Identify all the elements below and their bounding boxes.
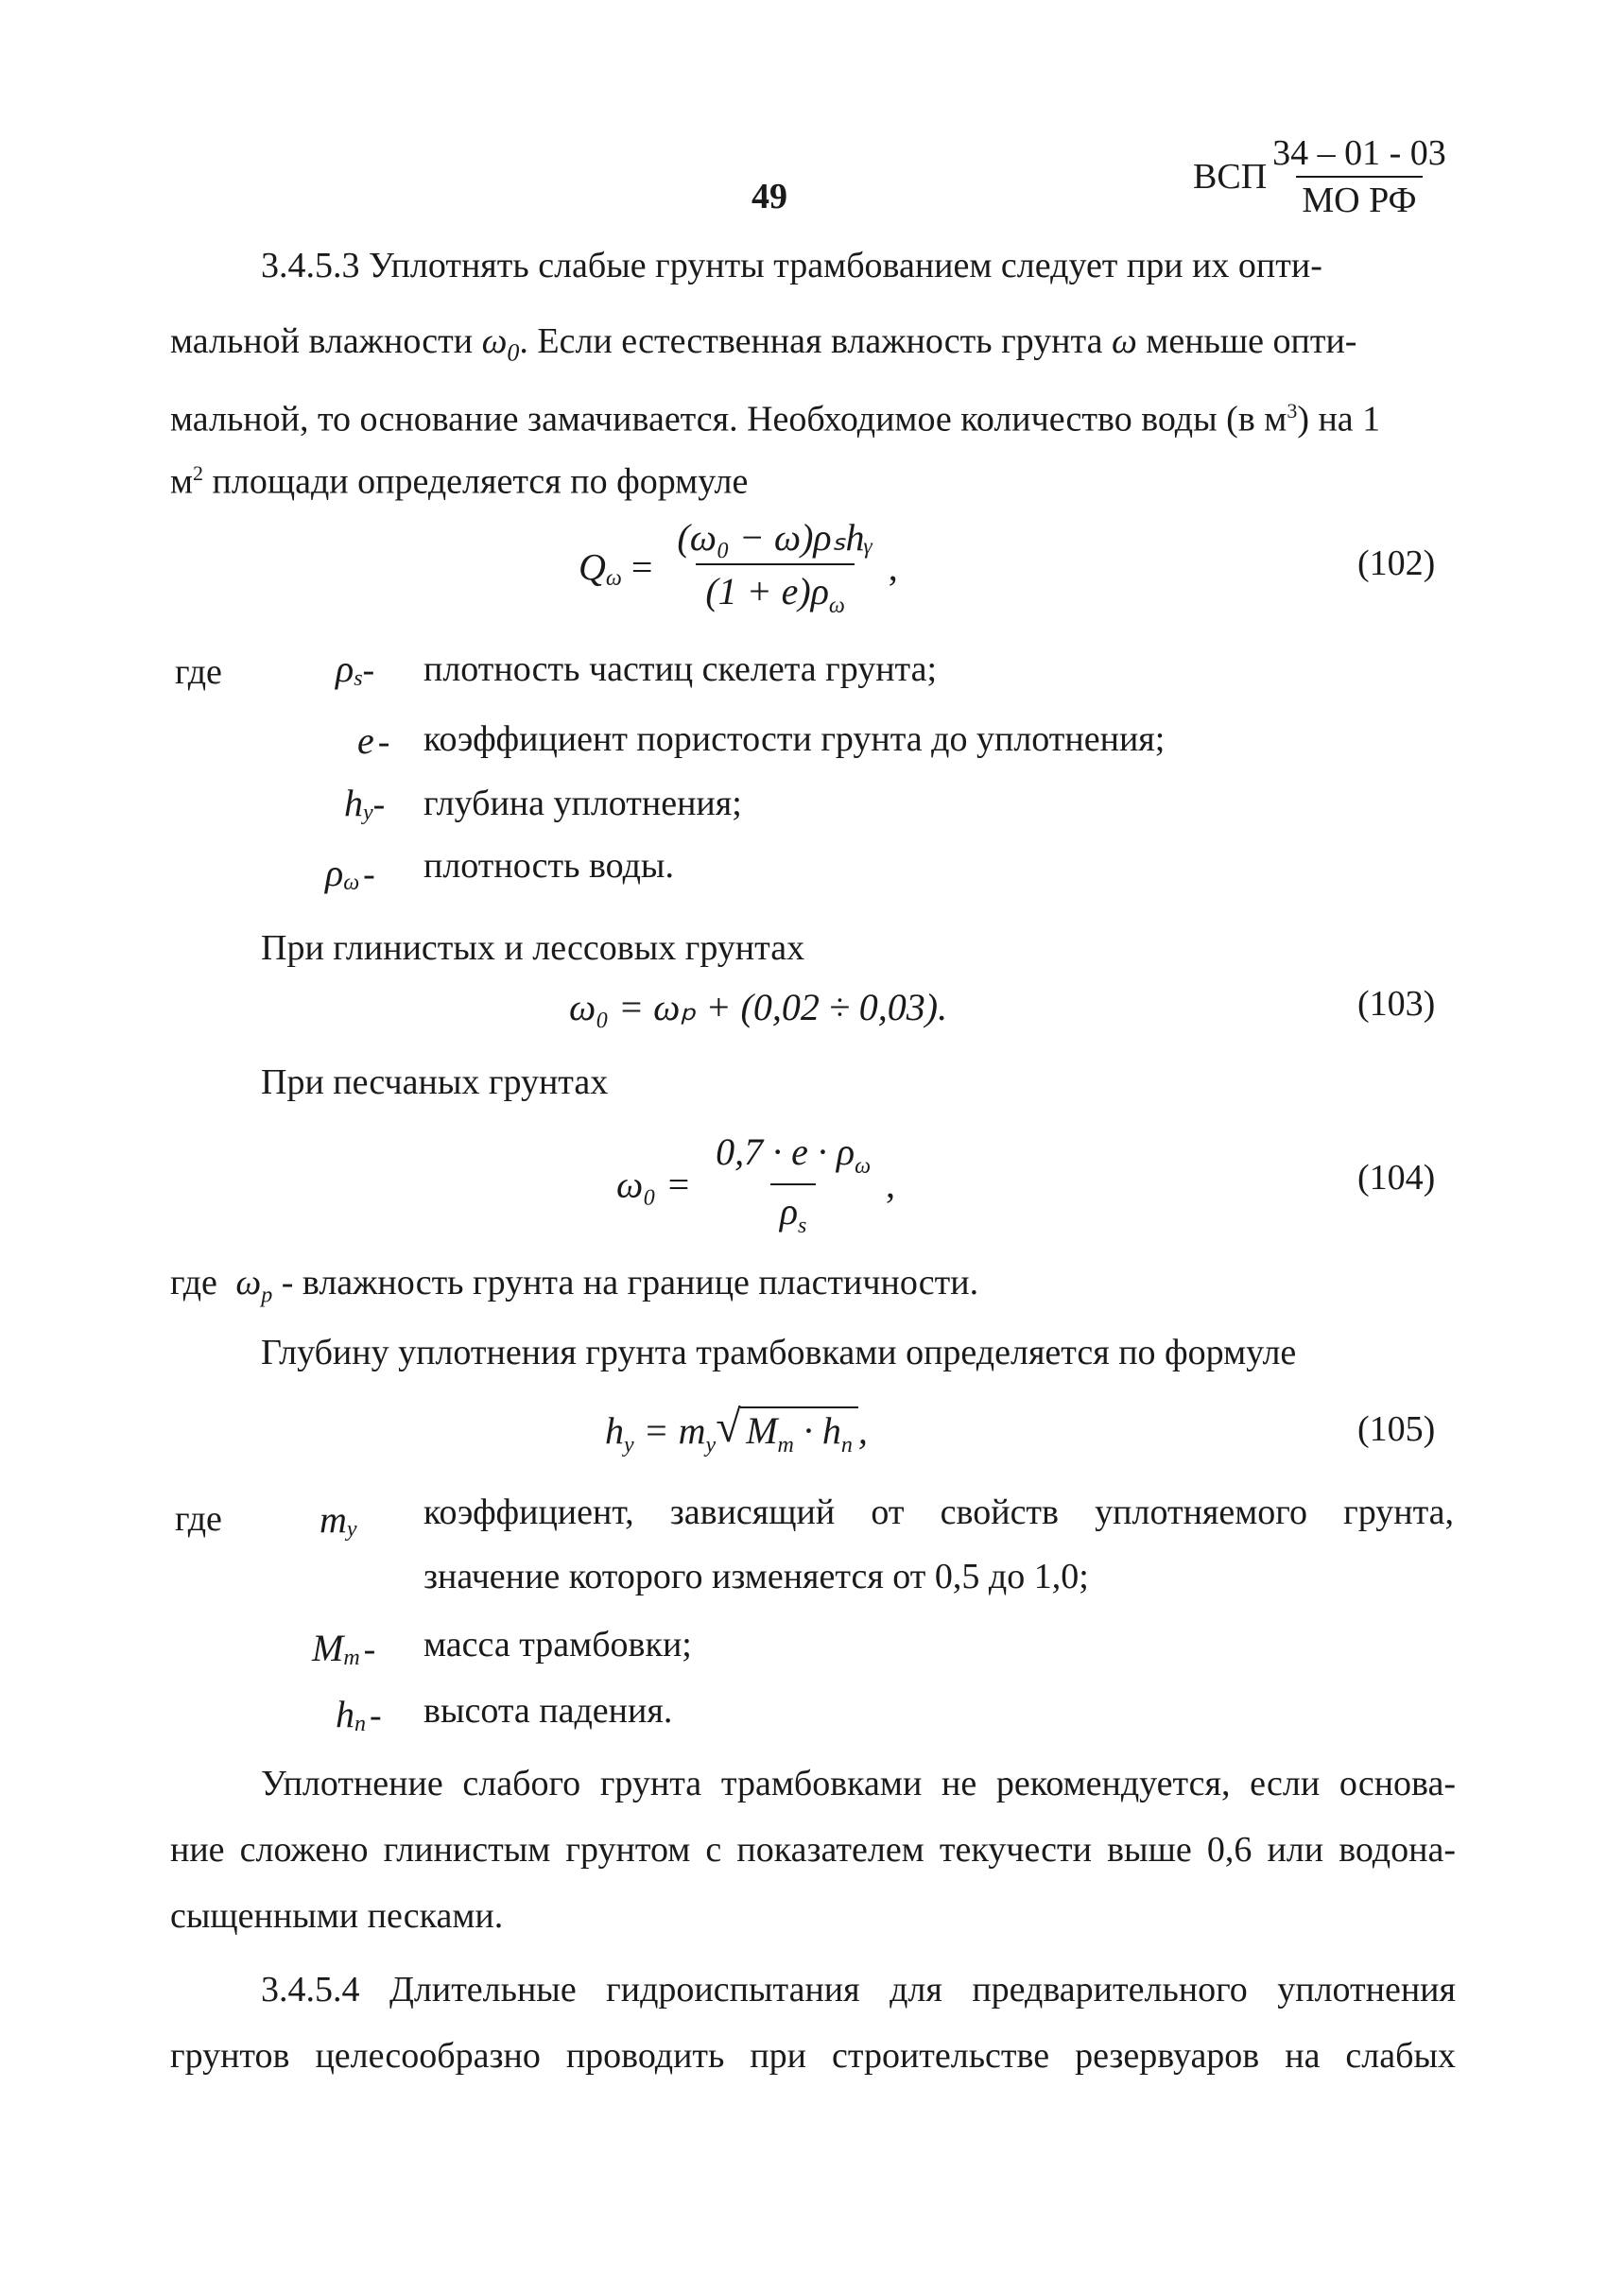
def-h-n-text: высота падения. — [423, 1691, 673, 1731]
omega-subscript: 0 — [507, 338, 520, 367]
para1-line4 — [170, 452, 748, 504]
def-M-m-dash: - — [363, 1630, 376, 1669]
equation-103-number: (103) — [1357, 984, 1436, 1024]
code-fraction — [1267, 132, 1452, 221]
para3-line2: грунтов целесообразно проводить при строительстве резервуаров на слабых — [170, 2036, 1456, 2076]
def-h-n-dash: - — [370, 1696, 382, 1735]
eq104-denominator — [770, 1183, 817, 1239]
document-code — [1193, 132, 1452, 221]
equation-102 — [579, 515, 898, 619]
equation-102-number: (102) — [1357, 543, 1436, 583]
def-m-y-text: коэффициент, зависящий от свойств уплотняемого грунта, — [423, 1492, 1454, 1532]
eq105-tail: , — [857, 1409, 868, 1452]
para1-line1: 3.4.5.3 Уплотнять слабые грунты трамбованием следует при их опти- — [261, 246, 1322, 285]
equation-105-number: (105) — [1357, 1409, 1436, 1449]
eq102-lhs: Q — [579, 545, 606, 589]
eq102-lhs-sub: ω — [605, 565, 622, 591]
def-h-y-dash: - — [372, 785, 386, 824]
eq104-numerator — [706, 1130, 880, 1183]
where-omega-p-where: где — [170, 1263, 217, 1302]
clay-intro: При глинистых и лессовых грунтах — [261, 928, 805, 968]
eq105-rad-b-sub: n — [840, 1433, 853, 1457]
eq105-rad-a: M — [746, 1409, 778, 1452]
def-e-symbol — [357, 718, 389, 763]
para2-line1: Уплотнение слабого грунта трамбовками не рекомендуется, если основа- — [261, 1764, 1456, 1803]
omega-symbol: ω — [481, 321, 508, 361]
def-M-m-sub: m — [343, 1646, 360, 1671]
def-rho-s-dash: - — [362, 650, 375, 690]
def-rho-s-symbol — [336, 647, 374, 692]
def-h-n-sub: n — [354, 1712, 366, 1737]
def-h-y-symbol — [344, 781, 385, 826]
eq105-rad-dot: · h — [793, 1409, 841, 1452]
sand-intro: При песчаных грунтах — [261, 1062, 609, 1102]
eq102-numerator: (ω₀ − ω)ρₛhᵧ — [677, 516, 873, 559]
eq104-num-text: 0,7 · e · ρ — [716, 1130, 855, 1173]
para1-line2 — [170, 319, 1356, 375]
eq104-tail: , — [886, 1163, 896, 1206]
def-h-n-sym: h — [336, 1693, 354, 1735]
eq105-radicand — [740, 1406, 858, 1458]
def-M-m-sym: M — [312, 1627, 344, 1669]
def-e-sym: e — [357, 719, 374, 762]
eq105-rad-a-sub: m — [777, 1433, 794, 1457]
page-number: 49 — [752, 177, 787, 216]
def-h-y-sym: h — [344, 782, 363, 824]
para2-line3: сыщенными песками. — [170, 1896, 504, 1936]
para1-line2-b: . Если естественная влажность грунта — [519, 321, 1103, 361]
para1-line2-a: мальной влажности — [170, 321, 474, 361]
def-h-n-symbol — [336, 1692, 382, 1737]
def-rho-w-symbol — [325, 851, 375, 896]
where-omega-p — [170, 1261, 978, 1318]
omega-p-sym: ω — [235, 1263, 262, 1302]
def-m-y-sym: m — [320, 1498, 347, 1541]
eq104-lhs: ω₀ = — [616, 1163, 692, 1206]
para1-line4-b: площади определяется по формуле — [203, 461, 749, 502]
para1-line3-text: мальной, то основание замачивается. Необходимое количество воды (в м — [170, 399, 1287, 440]
eq105-mid: = m — [633, 1409, 706, 1452]
eq102-den-text: (1 + e)ρ — [705, 570, 829, 612]
depth-intro: Глубину уплотнения грунта трамбовками определяется по формуле — [261, 1333, 1297, 1372]
para1-line3 — [170, 389, 1380, 441]
para2-line2: ние сложено глинистым грунтом с показателем текучести выше 0,6 или водона- — [170, 1830, 1456, 1870]
eq105-lhs: h — [605, 1409, 624, 1452]
def-e-dash: - — [377, 722, 390, 762]
equation-105 — [605, 1402, 868, 1458]
def-m-y-symbol — [320, 1497, 357, 1543]
def-M-m-symbol — [312, 1626, 375, 1671]
def-m-y-text2: значение которого изменяется от 0,5 до 1,0; — [423, 1557, 1089, 1596]
def-e-text: коэффициент пористости грунта до уплотнения; — [423, 719, 1166, 759]
defs1-where: где — [175, 652, 222, 692]
para1-line4-sup: 2 — [193, 461, 204, 485]
def-rho-w-text: плотность воды. — [423, 846, 674, 886]
def-rho-s-text: плотность частиц скелета грунта; — [423, 649, 938, 689]
sqrt-sign: √ — [716, 1402, 741, 1452]
omega-symbol-2: ω — [1111, 321, 1137, 361]
eq102-equals: = — [631, 545, 653, 589]
def-M-m-text: масса трамбовки; — [423, 1625, 692, 1664]
para1-line2-c: меньше опти- — [1146, 321, 1357, 361]
para3-line1: 3.4.5.4 Длительные гидроиспытания для предварительного уплотнения — [261, 1970, 1456, 2009]
def-rho-s-sym: ρ — [336, 647, 354, 690]
def-rho-w-sub: ω — [343, 871, 360, 896]
eq104-num-sub: ω — [855, 1154, 872, 1179]
code-prefix: ВСП — [1193, 157, 1268, 197]
eq102-den-sub: ω — [828, 594, 845, 618]
eq105-sqrt — [716, 1402, 858, 1458]
equation-104 — [616, 1130, 895, 1239]
def-rho-w-sym: ρ — [325, 852, 344, 894]
eq104-den-sub: s — [798, 1214, 807, 1238]
def-rho-w-dash: - — [363, 854, 375, 894]
where-omega-p-text: - влажность грунта на границе пластичности. — [281, 1263, 979, 1302]
equation-103: ω₀ = ωₚ + (0,02 ÷ 0,03). — [569, 986, 948, 1028]
para1-line4-a: м — [170, 461, 194, 502]
omega-p-sub: p — [261, 1283, 273, 1308]
def-rho-s-sub: s — [354, 666, 363, 692]
equation-104-number: (104) — [1357, 1158, 1436, 1198]
def-m-y-sub: y — [346, 1517, 357, 1543]
para1-line3-sup: 3 — [1287, 399, 1298, 423]
defs2-where: где — [175, 1499, 222, 1539]
def-h-y-sub: y — [363, 801, 373, 826]
code-top: 34 – 01 - 03 — [1272, 133, 1446, 173]
eq104-den-text: ρ — [779, 1190, 799, 1233]
eq104-fraction — [706, 1130, 880, 1239]
para1-line3-end: ) на 1 — [1297, 399, 1381, 440]
eq105-lhs-sub: y — [624, 1433, 634, 1457]
code-bottom: МО РФ — [1296, 176, 1422, 221]
eq102-denominator — [696, 563, 855, 619]
def-h-y-text: глубина уплотнения; — [423, 784, 742, 823]
eq105-mid-sub: y — [705, 1433, 717, 1457]
eq102-tail: , — [888, 545, 898, 589]
eq102-fraction — [667, 515, 882, 619]
